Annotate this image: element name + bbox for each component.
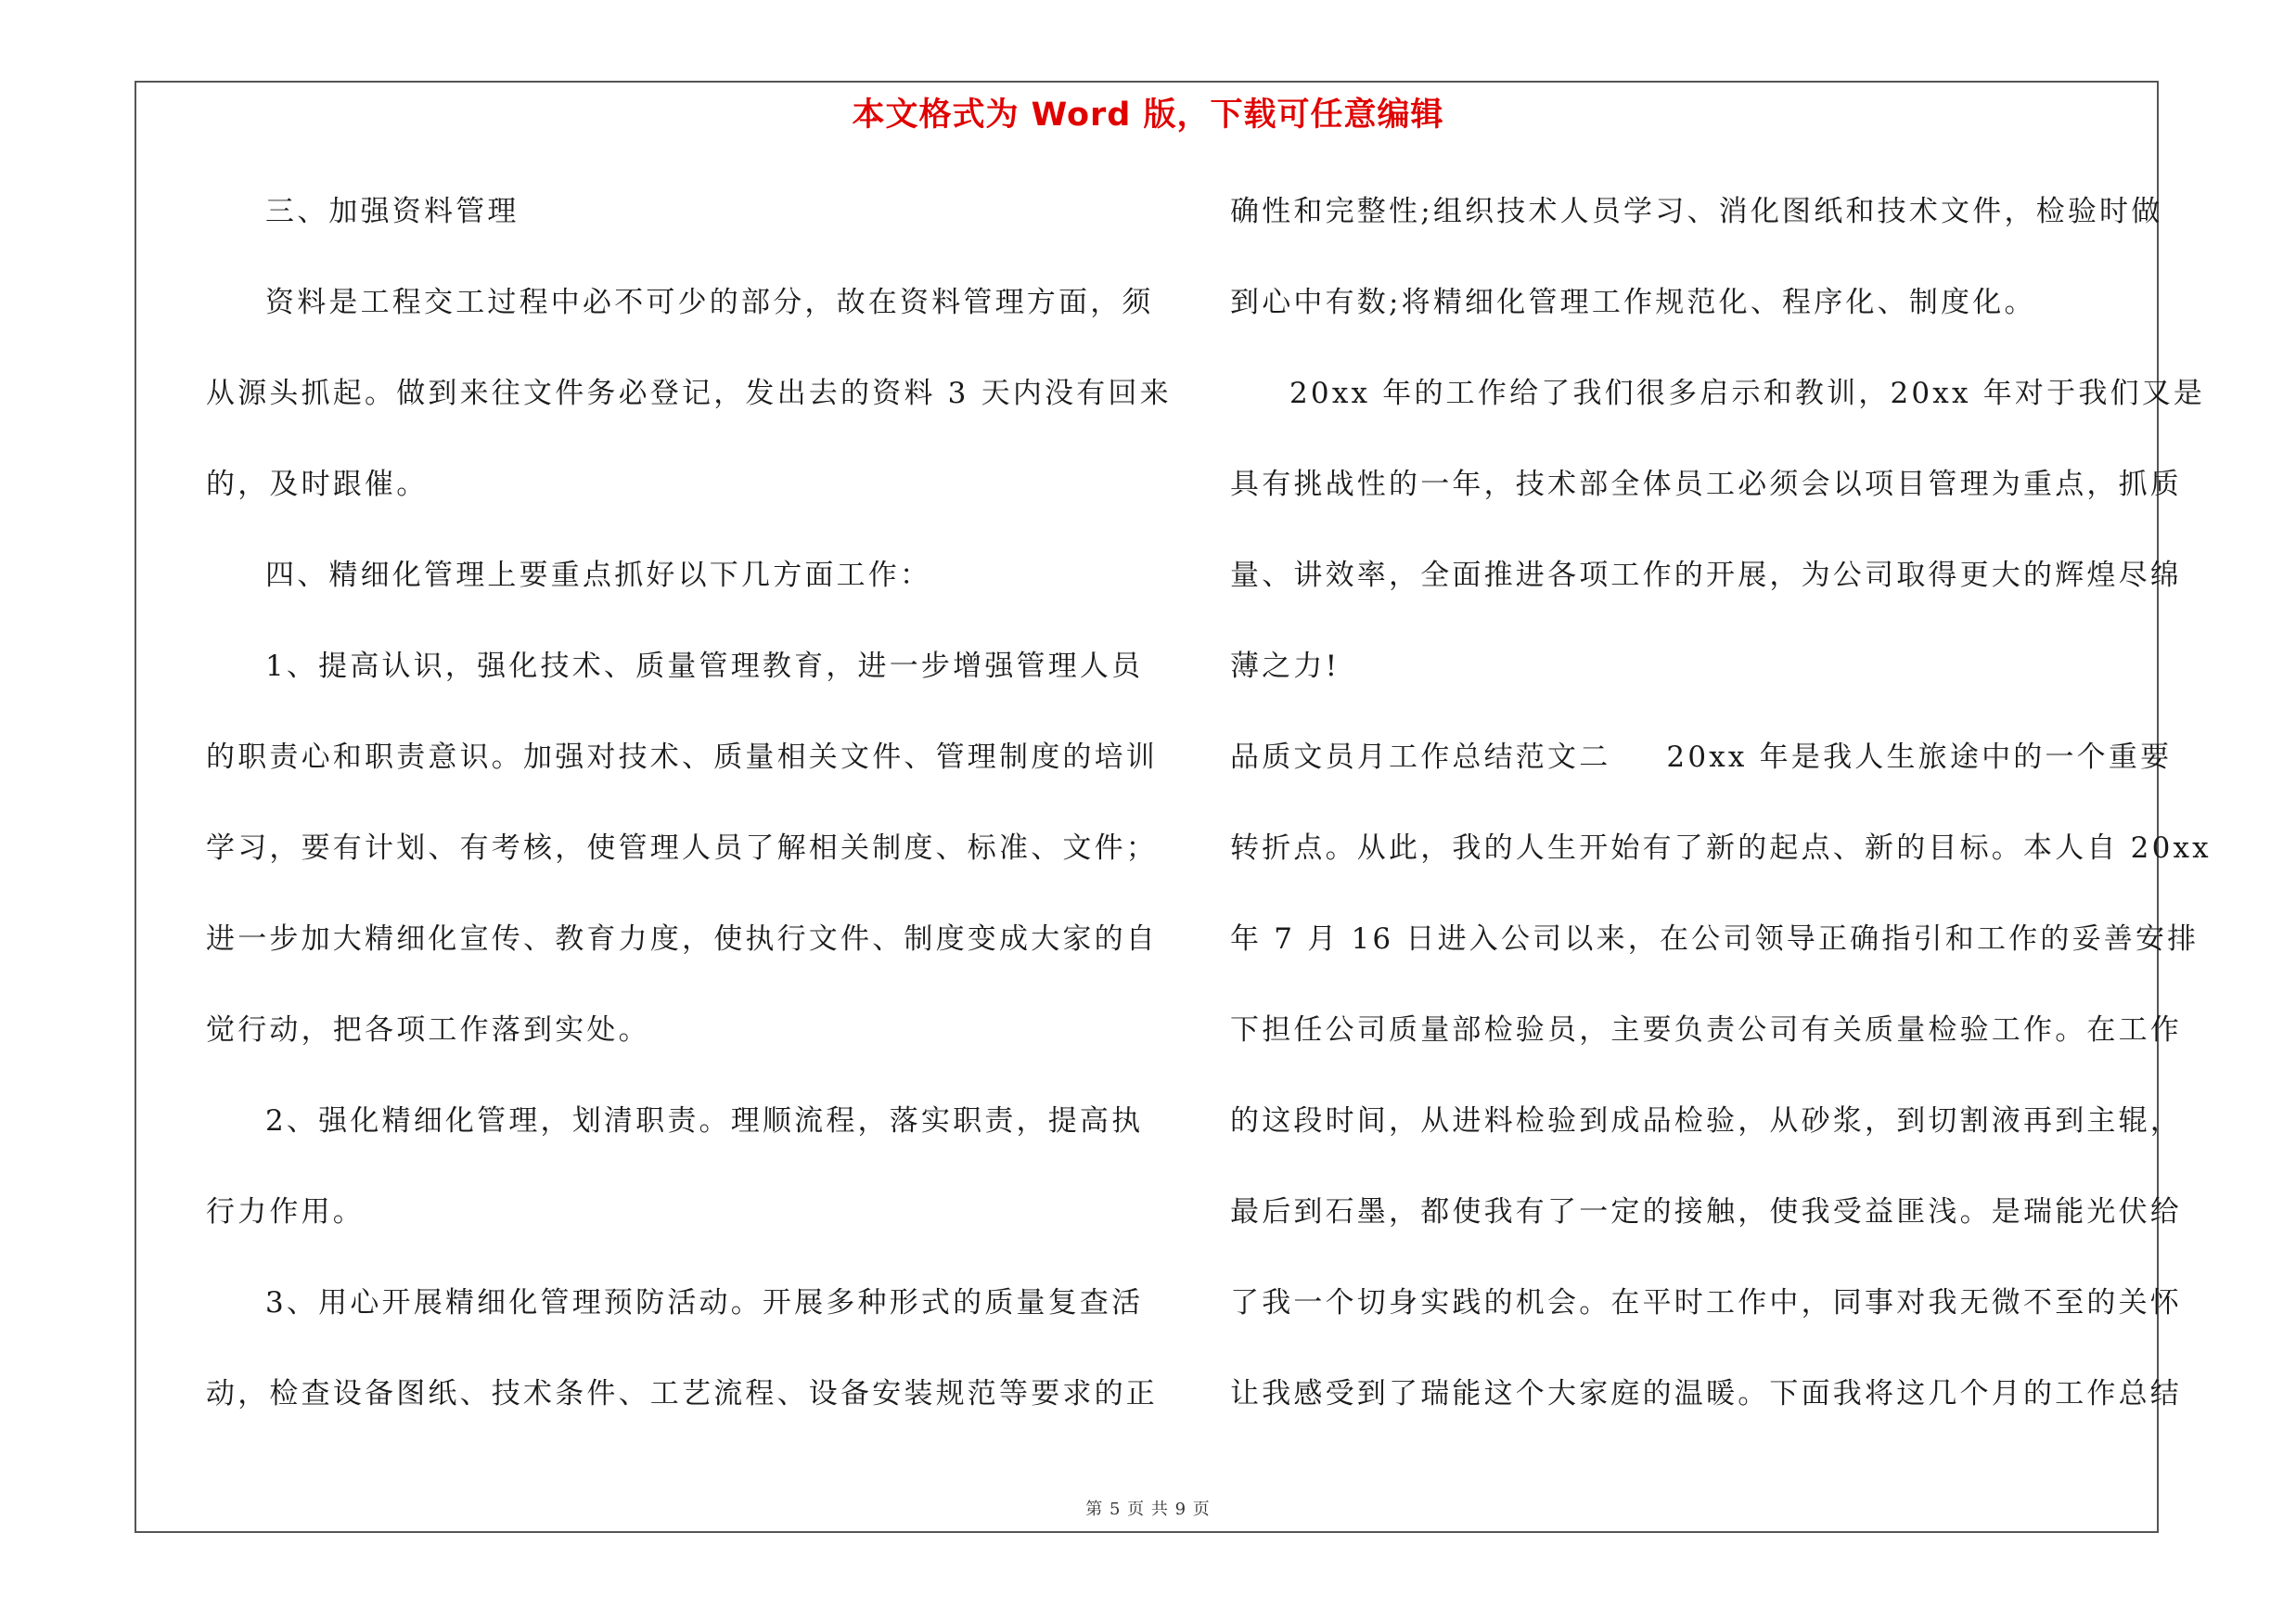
section-heading: 四、精细化管理上要重点抓好以下几方面工作： (265, 559, 932, 592)
title-line (1230, 729, 2173, 820)
paragraph-line: 量、讲效率，全面推进各项工作的开展，为公司取得更大的辉煌尽绵 (1230, 559, 2182, 592)
paragraph-line: 20xx 年的工作给了我们很多启示和教训，20xx 年对于我们又是 (1289, 377, 2206, 410)
paragraph-line: 1、提高认识，强化技术、质量管理教育，进一步增强管理人员 (265, 650, 1144, 683)
paragraph-line: 的职责心和职责意识。加强对技术、质量相关文件、管理制度的培训 (206, 741, 1158, 774)
paragraph-line: 资料是工程交工过程中必不可少的部分，故在资料管理方面，须 (265, 286, 1154, 319)
format-notice: 本文格式为 Word 版，下载可任意编辑 (852, 97, 1444, 134)
section-title: 品质文员月工作总结范文二 (1230, 741, 1611, 774)
paragraph-line: 最后到石墨，都使我有了一定的接触，使我受益匪浅。是瑞能光伏给 (1230, 1195, 2182, 1229)
page-number: 第 5 页 共 9 页 (1085, 1500, 1211, 1519)
paragraph-line: 3、用心开展精细化管理预防活动。开展多种形式的质量复查活 (265, 1286, 1144, 1320)
paragraph-line: 学习，要有计划、有考核，使管理人员了解相关制度、标准、文件； (206, 831, 1158, 865)
paragraph-line: 到心中有数;将精细化管理工作规范化、程序化、制度化。 (1230, 286, 2036, 319)
paragraph-line: 2、强化精细化管理，划清职责。理顺流程，落实职责，提高执 (265, 1104, 1144, 1138)
right-column (1230, 184, 2212, 1457)
paragraph-line: 从源头抓起。做到来往文件务必登记，发出去的资料 3 天内没有回来 (206, 377, 1172, 410)
left-column (206, 184, 1172, 1457)
paragraph-line: 转折点。从此，我的人生开始有了新的起点、新的目标。本人自 20xx (1230, 831, 2212, 865)
paragraph-line: 薄之力! (1230, 650, 1340, 683)
paragraph-line: 进一步加大精细化宣传、教育力度，使执行文件、制度变成大家的自 (206, 922, 1158, 956)
paragraph-line: 让我感受到了瑞能这个大家庭的温暖。下面我将这几个月的工作总结 (1230, 1377, 2182, 1410)
paragraph-line: 的这段时间，从进料检验到成品检验，从砂浆，到切割液再到主辊， (1230, 1104, 2182, 1138)
paragraph-line: 觉行动，把各项工作落到实处。 (206, 1013, 650, 1047)
paragraph-line: 具有挑战性的一年，技术部全体员工必须会以项目管理为重点，抓质 (1230, 468, 2182, 501)
paragraph-line: 行力作用。 (206, 1195, 365, 1229)
section-heading: 三、加强资料管理 (265, 195, 519, 228)
paragraph-line: 了我一个切身实践的机会。在平时工作中，同事对我无微不至的关怀 (1230, 1286, 2182, 1320)
paragraph-line: 确性和完整性;组织技术人员学习、消化图纸和技术文件，检验时做 (1230, 195, 2163, 228)
paragraph-line: 20xx 年是我人生旅途中的一个重要 (1666, 741, 2173, 774)
paragraph-line: 年 7 月 16 日进入公司以来，在公司领导正确指引和工作的妥善安排 (1230, 922, 2200, 956)
paragraph-line: 下担任公司质量部检验员，主要负责公司有关质量检验工作。在工作 (1230, 1013, 2182, 1047)
paragraph-line: 的，及时跟催。 (206, 468, 429, 501)
paragraph-line: 动，检查设备图纸、技术条件、工艺流程、设备安装规范等要求的正 (206, 1377, 1158, 1410)
